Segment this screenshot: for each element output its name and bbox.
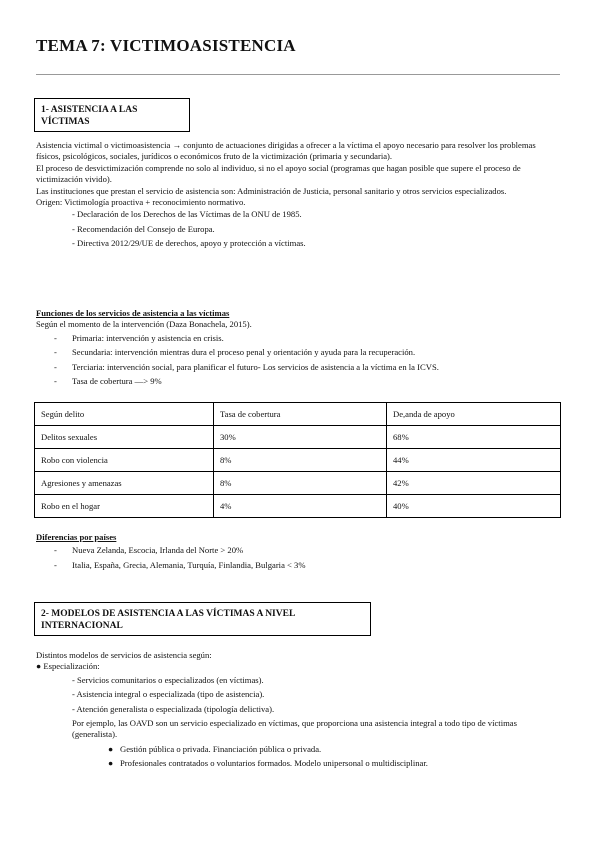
models-intro: Distintos modelos de servicios de asistencia según: (36, 650, 212, 660)
bullet-icon: ● (108, 758, 114, 769)
section-heading-1: 1- ASISTENCIA A LAS VÍCTIMAS (34, 98, 190, 132)
origin-item: - Recomendación del Consejo de Europa. (72, 223, 215, 234)
origin-item: - Directiva 2012/29/UE de derechos, apoyo y protección a víctimas. (72, 238, 306, 249)
list-item: - Tasa de cobertura —> 9% (54, 376, 162, 387)
table-cell: Robo en el hogar (35, 495, 214, 518)
table-header-cell: De,anda de apoyo (387, 403, 561, 426)
sub-bullet-item: ● Gestión pública o privada. Financiación pública o privada. (108, 743, 322, 754)
definition-paragraph: Asistencia victimal o victimoasistencia → conjunto de actuaciones dirigidas a ofrecer a la víctima el apoyo necesario para resolver los problemas físicos, psicológicos, sociales, jurídicos o económicos fruto de la victimización (primaria y secundaria). (36, 140, 536, 162)
table-cell: Agresiones y amenazas (35, 472, 214, 495)
table-header-cell: Tasa de cobertura (214, 403, 387, 426)
table-row (35, 495, 561, 518)
table-row (35, 472, 561, 495)
desvictimizacion-paragraph: El proceso de desvictimización comprende no solo al individuo, si no el apoyo social (programas que hagan posible que supere el proceso de victimización vivido). (36, 162, 521, 185)
instituciones-paragraph: Las instituciones que prestan el servicio de asistencia son: Administración de Justicia, personal sanitario y otros servicios especializados. (36, 185, 507, 196)
bullet-icon: ● (108, 743, 114, 754)
title-divider (36, 74, 560, 75)
table-cell: 40% (387, 495, 561, 518)
list-item: - Secundaria: intervención mientras dura el proceso penal y orientación y ayuda para la recuperación. (54, 347, 416, 358)
table-row (35, 426, 561, 449)
table-cell: 30% (214, 426, 387, 449)
functions-heading: Funciones de los servicios de asistencia a las víctimas (36, 308, 230, 318)
especializacion-item: ● Especialización: (36, 661, 100, 672)
models-block (36, 650, 558, 770)
list-item: - Italia, España, Grecia, Alemania, Turquía, Finlandia, Bulgaria < 3% (54, 559, 306, 570)
table-header-row (35, 403, 561, 426)
sub-bullet-item: ● Profesionales contratados o voluntarios formados. Modelo unipersonal o multidisciplinar. (108, 758, 428, 769)
section-heading-2: 2- MODELOS DE ASISTENCIA A LAS VÍCTIMAS A NIVEL INTERNACIONAL (34, 602, 371, 636)
functions-list (36, 333, 558, 388)
bullet-icon: ● (36, 661, 42, 672)
differences-heading: Diferencias por países (36, 532, 117, 542)
origen-paragraph: Origen: Victimología proactiva + reconocimiento normativo. (36, 197, 246, 208)
table-cell: Robo con violencia (35, 449, 214, 472)
list-item: - Nueva Zelanda, Escocia, Irlanda del Norte > 20% (54, 545, 244, 556)
table-cell: 4% (214, 495, 387, 518)
spec-item: - Servicios comunitarios o especializados (en víctimas). (72, 674, 264, 685)
table-header-cell: Según delito (35, 403, 214, 426)
table-cell: Delitos sexuales (35, 426, 214, 449)
table-cell: 8% (214, 472, 387, 495)
example-paragraph: Por ejemplo, las OAVD son un servicio especializado en víctimas, que proporciona una asistencia integral a todo tipo de víctimas (generalista). (72, 718, 517, 740)
origin-item: - Declaración de los Derechos de las Víctimas de la ONU de 1985. (72, 209, 302, 220)
table-cell: 42% (387, 472, 561, 495)
spec-item: - Asistencia integral o especializada (tipo de asistencia). (72, 689, 265, 700)
differences-block (36, 532, 558, 571)
table-row (35, 449, 561, 472)
functions-block (36, 308, 558, 387)
table-cell: 44% (387, 449, 561, 472)
list-item: - Terciaria: intervención social, para planificar el futuro- Los servicios de asistencia a la víctima en la ICVS. (54, 361, 439, 372)
section1-body (36, 140, 558, 250)
spec-item: - Atención generalista o especializada (tipología delictiva). (72, 703, 275, 714)
coverage-table (34, 402, 561, 518)
functions-intro: Según el momento de la intervención (Daza Bonachela, 2015). (36, 319, 252, 330)
differences-list (36, 545, 558, 571)
page-title: TEMA 7: VICTIMOASISTENCIA (36, 36, 296, 55)
table-cell: 8% (214, 449, 387, 472)
table-cell: 68% (387, 426, 561, 449)
list-item: - Primaria: intervención y asistencia en crisis. (54, 332, 224, 343)
